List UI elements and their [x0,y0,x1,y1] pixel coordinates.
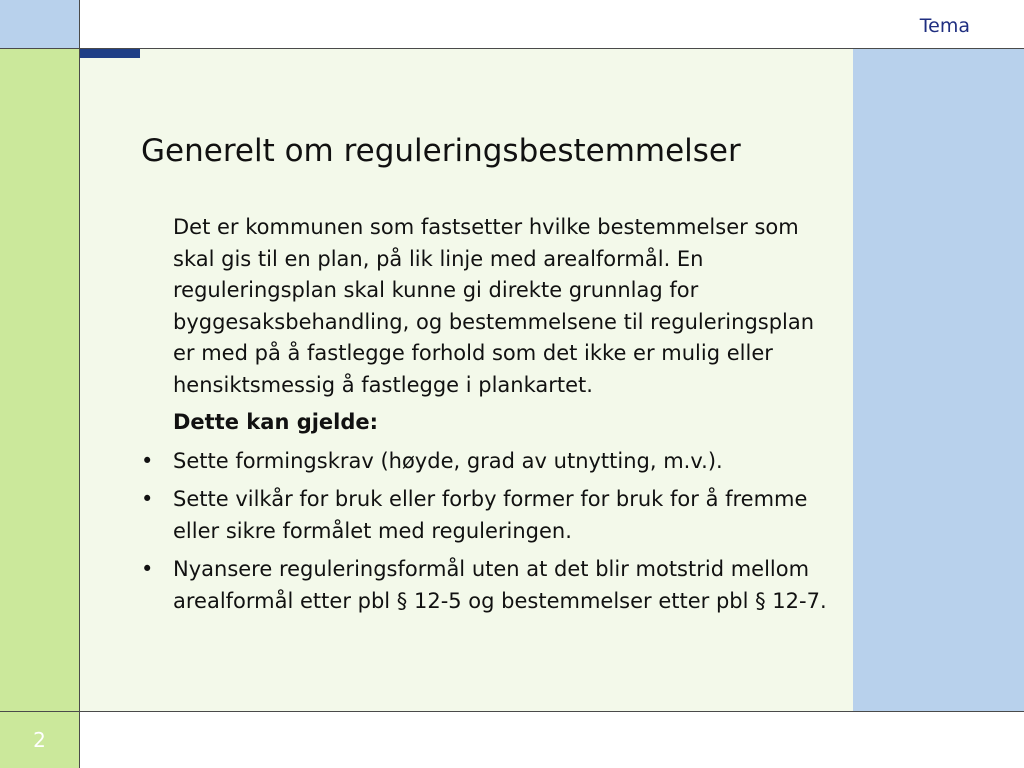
right-side-bar [853,49,1024,711]
slide-body [141,212,831,617]
list-item [141,554,831,617]
vertical-divider [79,0,80,768]
list-item-text: Sette vilkår for bruk eller forby former for bruk for å fremme eller sikre formålet med reguleringen. [173,487,808,543]
header-left-block [0,0,79,48]
lead-in-text: Dette kan gjelde: [173,410,379,434]
list-item-text: Nyansere reguleringsformål uten at det blir motstrid mellom arealformål etter pbl § 12-5 og bestemmelser etter pbl § 12-7. [173,557,827,613]
bullet-list [141,446,831,618]
bullet-icon: • [141,487,154,511]
section-label: Tema [919,15,970,37]
slide-title: Generelt om reguleringsbestemmelser [141,133,741,169]
header-divider [0,48,1024,49]
list-item-text: Sette formingskrav (høyde, grad av utnytting, m.v.). [173,448,723,473]
page-number: 2 [33,728,46,752]
bullet-icon: • [141,448,154,473]
bullet-icon: • [141,557,154,581]
list-item [141,446,831,478]
intro-paragraph: Det er kommunen som fastsetter hvilke bestemmelser som skal gis til en plan, på lik linje med arealformål. En reguleringsplan skal kunne gi direkte grunnlag for byggesaksbehandling, og bestemmelsene til reguleringsplan er med på å fastlegge forhold som det ikke er mulig eller hensiktsmessig å fastlegge i plankartet. [173,215,815,397]
left-side-bar [0,49,79,711]
list-item [141,484,831,547]
title-accent-bar [80,49,140,58]
footer-divider [0,711,1024,712]
